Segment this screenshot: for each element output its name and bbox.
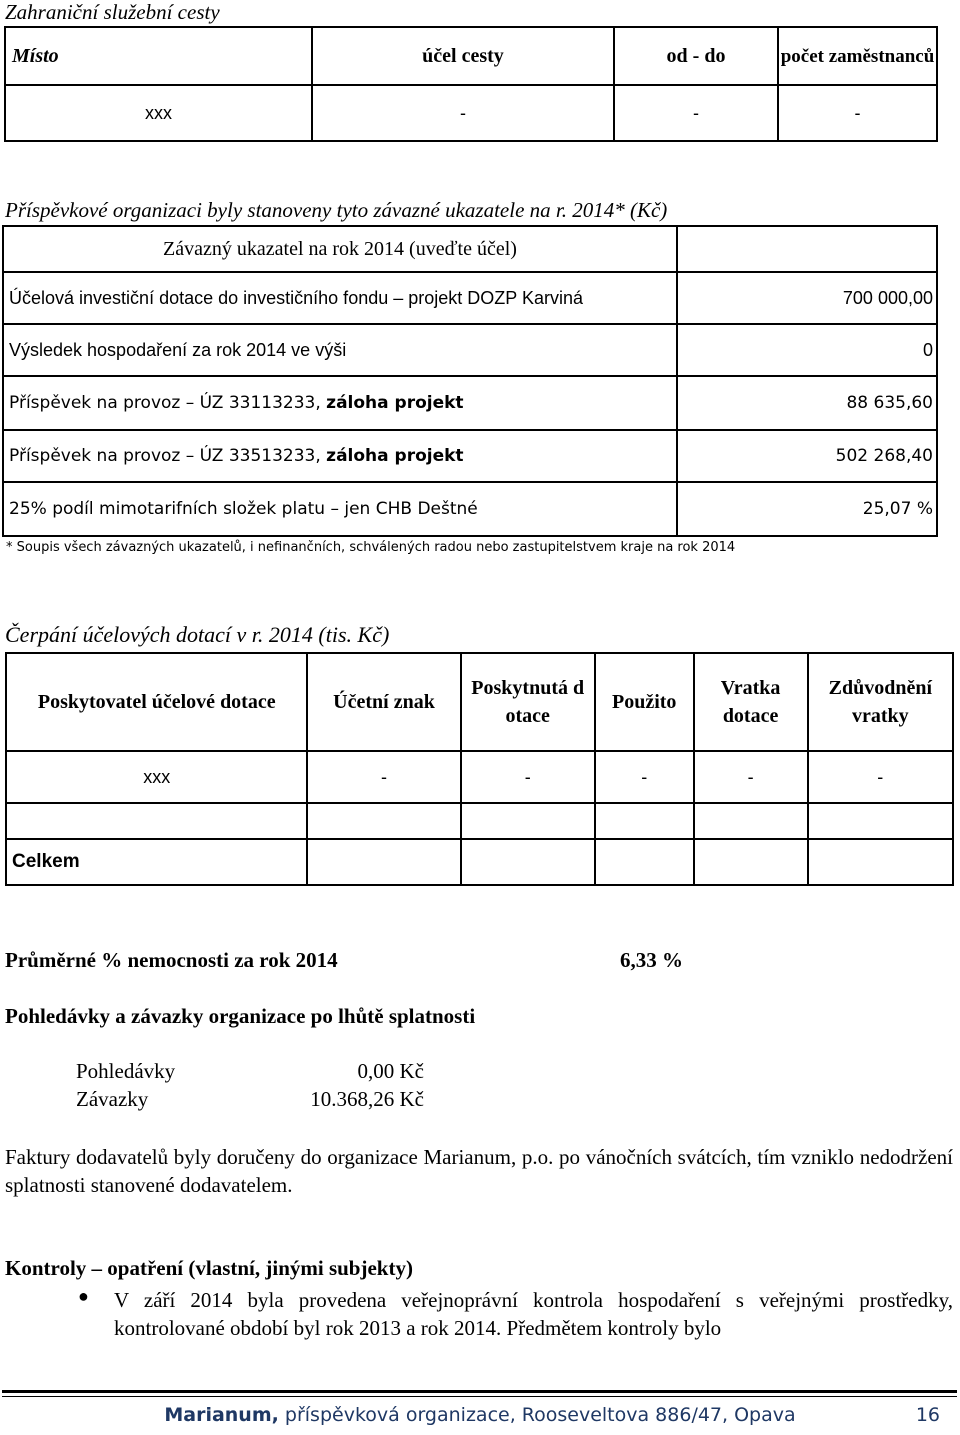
empty-cell [461,839,595,885]
indicator-label: 25% podíl mimotarifních složek platu – jen CHB Deštné [3,482,677,536]
cell-place: xxx [5,85,312,141]
table-row [6,751,953,803]
indicator-value: 25,07 % [677,482,937,536]
payables-value: 10.368,26 Kč [310,1087,424,1111]
empty-cell [307,803,460,839]
table-row [3,272,937,324]
sickness-value: 6,33 % [620,948,683,972]
cell-provider: xxx [6,751,307,803]
travel-table [4,26,938,142]
cell-reason: - [808,751,953,803]
empty-cell [595,839,694,885]
footer-divider [2,1390,957,1393]
col-header-reason: Zdůvodnění vratky [808,653,953,751]
receivables-label: Pohledávky [76,1059,176,1083]
receivables-note: Faktury dodavatelů byly doručeny do organizace Marianum, p.o. po vánočních svátcích, tím vzniklo nedodržení splatnosti stanovené dodavatelem. [5,1145,953,1197]
col-header-count: počet zaměstnanců [778,27,937,85]
col-header-refund: Vratka dotace [694,653,808,751]
table-row [6,803,953,839]
cell-account: - [307,751,460,803]
indicators-heading: Příspěvkové organizaci byly stanoveny tyto závazné ukazatele na r. 2014* (Kč) [5,198,668,222]
total-row [6,839,953,885]
table-header-row [6,653,953,751]
indicator-label-bold: záloha projekt [326,446,464,466]
footer-org-address: příspěvková organizace, Rooseveltova 886/47, Opava [278,1404,796,1426]
empty-cell [6,803,307,839]
col-header-account: Účetní znak [307,653,460,751]
table-row [5,85,937,141]
cell-provided: - [461,751,595,803]
indicator-label: Účelová investiční dotace do investičního fondu – projekt DOZP Karviná [3,272,677,324]
table-row [3,376,937,430]
controls-heading: Kontroly – opatření (vlastní, jinými subjekty) [5,1256,413,1280]
indicator-label-text: Příspěvek na provoz – ÚZ 33113233, [9,393,327,413]
col-header-provider: Poskytovatel účelové dotace [6,653,307,751]
cell-used: - [595,751,694,803]
indicator-label-text: Příspěvek na provoz – ÚZ 33513233, [9,446,327,466]
indicator-header-value [677,226,937,272]
empty-cell [808,803,953,839]
bullet-icon: ● [78,1286,89,1306]
footer-org [0,1404,960,1426]
controls-bullet-text: V září 2014 byla provedena veřejnoprávní kontrola hospodaření s veřejnými prostředky, kontrolované období byl rok 2013 a rok 2014. Předmětem kontroly bylo [114,1288,953,1340]
indicator-value: 502 268,40 [677,430,937,482]
indicator-label: Výsledek hospodaření za rok 2014 ve výši [3,324,677,376]
indicators-table [2,225,938,537]
footer-divider-thin [2,1396,957,1397]
cell-count: - [778,85,937,141]
sickness-label: Průměrné % nemocnosti za rok 2014 [5,948,338,972]
indicator-header: Závazný ukazatel na rok 2014 (uveďte účel) [3,226,677,272]
table-row [3,324,937,376]
travel-heading: Zahraniční služební cesty [5,0,220,24]
cell-dates: - [614,85,778,141]
empty-cell [595,803,694,839]
cell-purpose: - [312,85,614,141]
table-row [3,482,937,536]
indicator-value: 0 [677,324,937,376]
payables-label: Závazky [76,1087,149,1111]
cell-refund: - [694,751,808,803]
grants-table [5,652,954,886]
indicator-label [3,430,677,482]
col-header-dates: od - do [614,27,778,85]
empty-cell [694,839,808,885]
table-header-row [3,226,937,272]
receivables-heading: Pohledávky a závazky organizace po lhůtě splatnosti [5,1004,476,1028]
indicator-label [3,376,677,430]
empty-cell [808,839,953,885]
receivables-value: 0,00 Kč [357,1059,424,1083]
grants-heading: Čerpání účelových dotací v r. 2014 (tis. Kč) [5,622,390,647]
col-header-used: Použito [595,653,694,751]
indicator-value: 700 000,00 [677,272,937,324]
empty-cell [461,803,595,839]
empty-cell [694,803,808,839]
indicator-value: 88 635,60 [677,376,937,430]
table-row [3,430,937,482]
col-header-purpose: účel cesty [312,27,614,85]
page-number: 16 [915,1404,940,1426]
footer-org-name: Marianum, [164,1404,279,1426]
indicator-label-bold: záloha projekt [326,393,464,413]
col-header-provided: Poskytnutá dotace [461,653,595,751]
total-label: Celkem [6,839,307,885]
col-header-place: Místo [5,27,312,85]
table-header-row [5,27,937,85]
empty-cell [307,839,460,885]
footnote: * Soupis všech závazných ukazatelů, i nefinančních, schválených radou nebo zastupitelstvem kraje na rok 2014 [6,540,736,555]
